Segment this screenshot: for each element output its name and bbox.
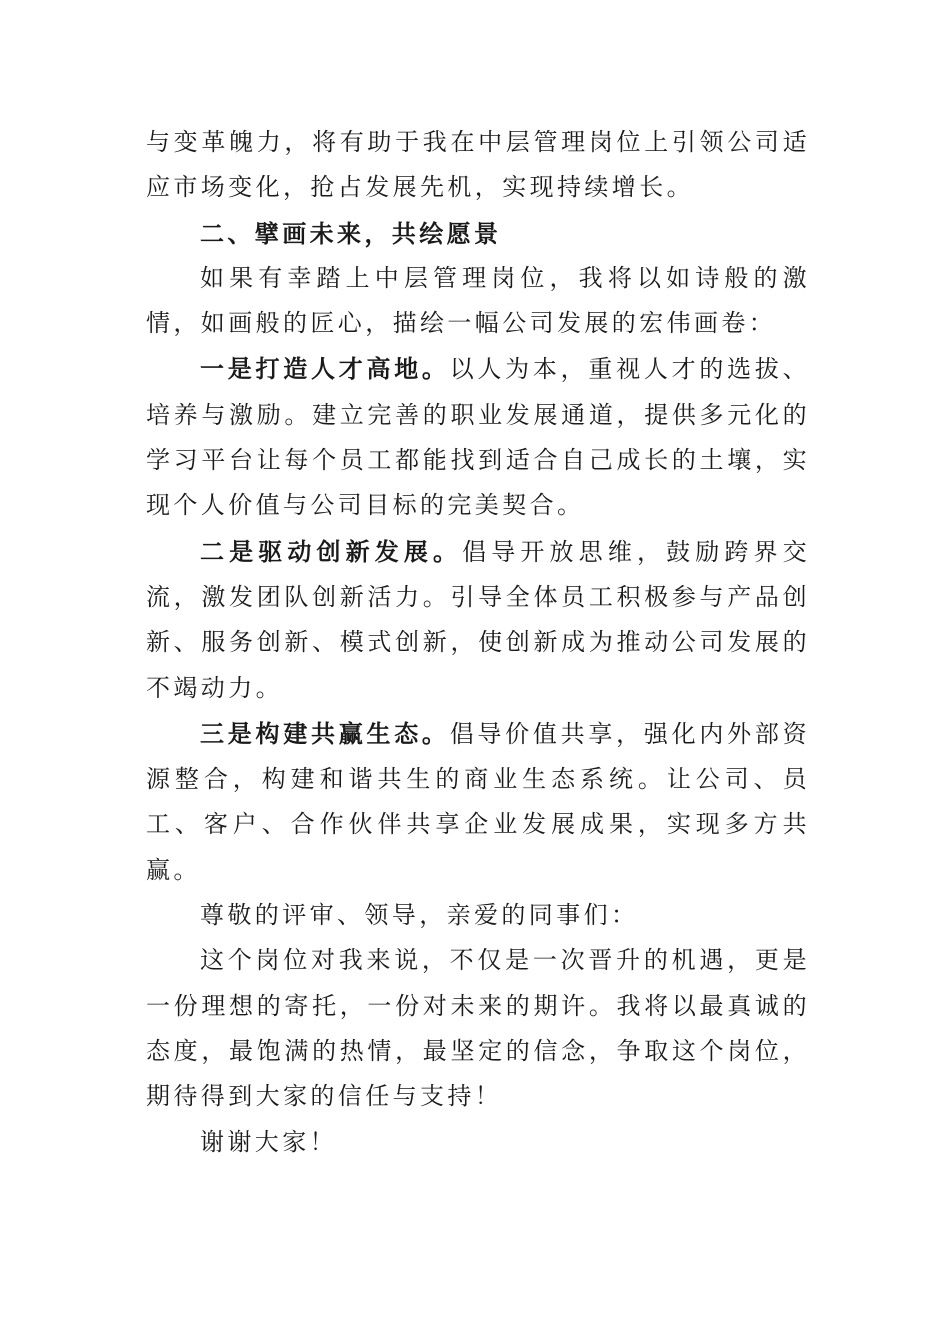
- thanks-line: 谢谢大家！: [200, 1127, 337, 1156]
- point-lead-1: 一是打造人才高地。: [200, 354, 450, 384]
- closing-paragraph: 这个岗位对我来说，不仅是一次晋升的机遇，更是一份理想的寄托，一份对未来的期许。我将以最真诚的态度，最饱满的热情，最坚定的信念，争取这个岗位，期待得到大家的信任与支持！: [146, 946, 810, 1111]
- point-paragraph-2: [146, 529, 810, 711]
- point-paragraph-1: [146, 346, 810, 528]
- section-heading: 二、擘画未来，共绘愿景: [200, 218, 502, 248]
- point-body-3: 倡导价值共享，强化内外部资源整合，构建和谐共生的商业生态系统。让公司、员工、客户、合作伙伴共享企业发展成果，实现多方共赢。: [146, 719, 810, 884]
- point-lead-3: 三是构建共赢生态。: [200, 718, 450, 748]
- salutation: 尊敬的评审、领导，亲爱的同事们：: [200, 901, 639, 930]
- paragraph-continued: 与变革魄力，将有助于我在中层管理岗位上引领公司适应市场变化，抢占发展先机，实现持续增长。: [146, 128, 810, 202]
- point-body-1: 以人为本，重视人才的选拔、培养与激励。建立完善的职业发展通道，提供多元化的学习平台让每个员工都能找到适合自己成长的土壤，实现个人价值与公司目标的完美契合。: [146, 355, 810, 520]
- document-page: [146, 120, 810, 1165]
- intro-paragraph: 如果有幸踏上中层管理岗位，我将以如诗般的激情，如画般的匠心，描绘一幅公司发展的宏伟画卷：: [146, 263, 810, 338]
- point-body-2: 倡导开放思维，鼓励跨界交流，激发团队创新活力。引导全体员工积极参与产品创新、服务创新、模式创新，使创新成为推动公司发展的不竭动力。: [146, 537, 810, 702]
- point-lead-2: 二是驱动创新发展。: [200, 536, 463, 566]
- point-paragraph-3: [146, 711, 810, 893]
